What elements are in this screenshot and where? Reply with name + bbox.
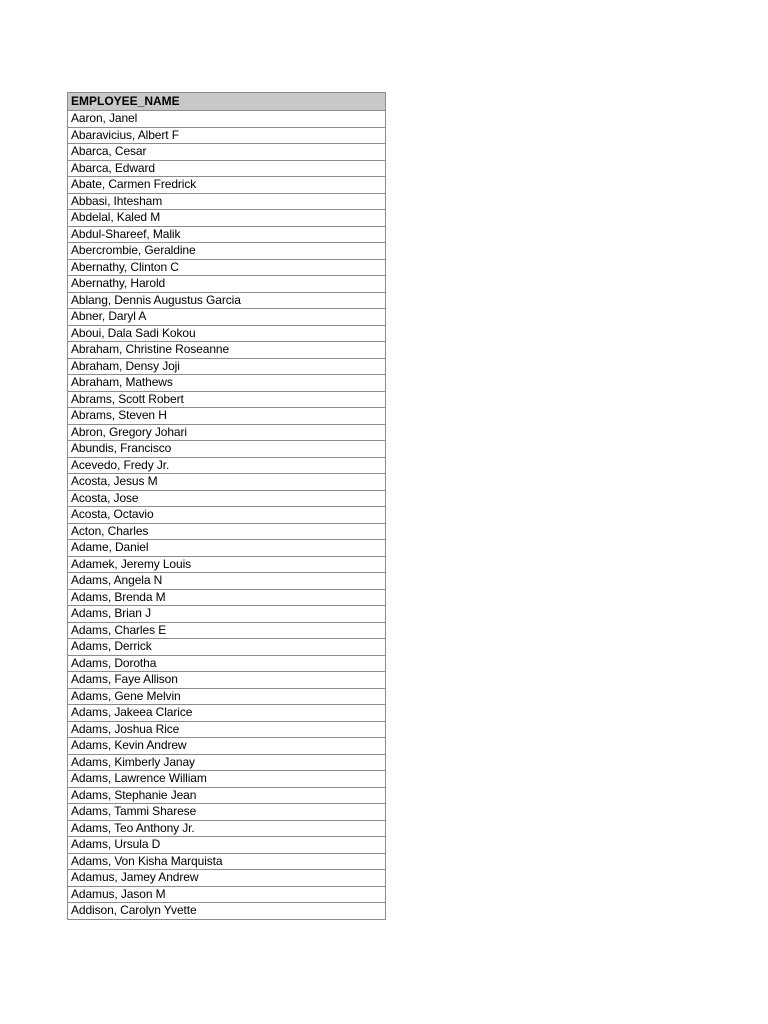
employee-name-cell: Adams, Derrick: [68, 639, 386, 656]
table-row: [68, 573, 386, 590]
table-row: [68, 688, 386, 705]
table-row: [68, 606, 386, 623]
employee-name-cell: Abarca, Edward: [68, 160, 386, 177]
table-row: [68, 441, 386, 458]
table-row: [68, 870, 386, 887]
table-row: [68, 820, 386, 837]
table-row: [68, 754, 386, 771]
employee-name-cell: Abercrombie, Geraldine: [68, 243, 386, 260]
employee-name-cell: Adams, Gene Melvin: [68, 688, 386, 705]
table-row: [68, 424, 386, 441]
employee-name-cell: Abaravicius, Albert F: [68, 127, 386, 144]
table-row: [68, 589, 386, 606]
employee-name-cell: Adamus, Jason M: [68, 886, 386, 903]
employee-name-cell: Abundis, Francisco: [68, 441, 386, 458]
employee-name-cell: Adams, Jakeea Clarice: [68, 705, 386, 722]
employee-name-cell: Acevedo, Fredy Jr.: [68, 457, 386, 474]
employee-name-cell: Ablang, Dennis Augustus Garcia: [68, 292, 386, 309]
table-row: [68, 639, 386, 656]
employee-name-cell: Acton, Charles: [68, 523, 386, 540]
table-row: [68, 556, 386, 573]
table-row: [68, 375, 386, 392]
employee-name-cell: Adams, Ursula D: [68, 837, 386, 854]
table-row: [68, 243, 386, 260]
table-row: [68, 622, 386, 639]
header-row: [68, 93, 386, 111]
employee-name-cell: Adams, Brenda M: [68, 589, 386, 606]
table-row: [68, 490, 386, 507]
employee-name-cell: Adams, Kimberly Janay: [68, 754, 386, 771]
table-row: [68, 111, 386, 128]
employee-name-cell: Adame, Daniel: [68, 540, 386, 557]
employee-name-cell: Abraham, Christine Roseanne: [68, 342, 386, 359]
table-row: [68, 523, 386, 540]
table-row: [68, 259, 386, 276]
employee-name-cell: Abraham, Densy Joji: [68, 358, 386, 375]
table-row: [68, 903, 386, 920]
employee-name-cell: Abraham, Mathews: [68, 375, 386, 392]
employee-name-cell: Adams, Charles E: [68, 622, 386, 639]
table-row: [68, 391, 386, 408]
table-row: [68, 276, 386, 293]
table-row: [68, 292, 386, 309]
table-row: [68, 672, 386, 689]
table-row: [68, 655, 386, 672]
table-row: [68, 408, 386, 425]
employee-name-cell: Adams, Stephanie Jean: [68, 787, 386, 804]
employee-name-cell: Aboui, Dala Sadi Kokou: [68, 325, 386, 342]
employee-name-cell: Adams, Tammi Sharese: [68, 804, 386, 821]
employee-name-table: [67, 92, 386, 920]
table-row: [68, 226, 386, 243]
employee-name-cell: Abdul-Shareef, Malik: [68, 226, 386, 243]
column-header-employee-name: EMPLOYEE_NAME: [68, 93, 386, 111]
table-row: [68, 837, 386, 854]
employee-name-cell: Adams, Faye Allison: [68, 672, 386, 689]
employee-name-cell: Acosta, Jesus M: [68, 474, 386, 491]
table-row: [68, 342, 386, 359]
table-row: [68, 325, 386, 342]
employee-name-cell: Abrams, Steven H: [68, 408, 386, 425]
employee-name-cell: Adams, Joshua Rice: [68, 721, 386, 738]
table-row: [68, 193, 386, 210]
table-row: [68, 705, 386, 722]
employee-name-cell: Abernathy, Harold: [68, 276, 386, 293]
employee-name-cell: Adamek, Jeremy Louis: [68, 556, 386, 573]
table-row: [68, 507, 386, 524]
table-row: [68, 160, 386, 177]
table-row: [68, 358, 386, 375]
table-row: [68, 210, 386, 227]
table-row: [68, 787, 386, 804]
employee-name-cell: Abarca, Cesar: [68, 144, 386, 161]
table-row: [68, 540, 386, 557]
employee-name-cell: Adams, Teo Anthony Jr.: [68, 820, 386, 837]
employee-name-cell: Abernathy, Clinton C: [68, 259, 386, 276]
table-row: [68, 771, 386, 788]
employee-name-cell: Abdelal, Kaled M: [68, 210, 386, 227]
employee-name-cell: Aaron, Janel: [68, 111, 386, 128]
table-row: [68, 127, 386, 144]
table-row: [68, 474, 386, 491]
table-row: [68, 804, 386, 821]
employee-name-cell: Abron, Gregory Johari: [68, 424, 386, 441]
table-row: [68, 853, 386, 870]
table-row: [68, 309, 386, 326]
table-row: [68, 738, 386, 755]
employee-name-cell: Abate, Carmen Fredrick: [68, 177, 386, 194]
table-row: [68, 144, 386, 161]
employee-name-cell: Adams, Von Kisha Marquista: [68, 853, 386, 870]
employee-name-cell: Abbasi, Ihtesham: [68, 193, 386, 210]
employee-name-cell: Adams, Dorotha: [68, 655, 386, 672]
table-row: [68, 457, 386, 474]
employee-name-cell: Adams, Brian J: [68, 606, 386, 623]
employee-name-cell: Acosta, Octavio: [68, 507, 386, 524]
table-row: [68, 721, 386, 738]
employee-name-cell: Adamus, Jamey Andrew: [68, 870, 386, 887]
employee-name-cell: Abrams, Scott Robert: [68, 391, 386, 408]
table-body: [68, 111, 386, 920]
employee-name-cell: Acosta, Jose: [68, 490, 386, 507]
employee-name-cell: Adams, Kevin Andrew: [68, 738, 386, 755]
employee-name-cell: Addison, Carolyn Yvette: [68, 903, 386, 920]
table-row: [68, 886, 386, 903]
table-row: [68, 177, 386, 194]
employee-name-cell: Adams, Angela N: [68, 573, 386, 590]
employee-name-cell: Abner, Daryl A: [68, 309, 386, 326]
employee-name-cell: Adams, Lawrence William: [68, 771, 386, 788]
